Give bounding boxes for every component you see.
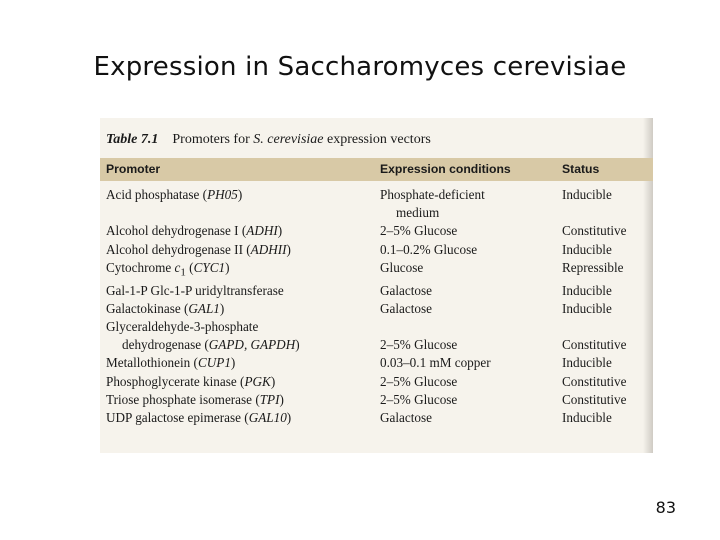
promoter-paren: ) <box>286 241 291 257</box>
gene-name: TPI <box>259 391 280 407</box>
promoter-cell <box>100 259 374 282</box>
slide-title: Expression in Saccharomyces cerevisiae <box>93 52 627 82</box>
promoter-cell <box>100 222 374 240</box>
condition-line: Phosphate-deficient <box>380 187 485 202</box>
promoter-name: Alcohol dehydrogenase I ( <box>106 223 247 239</box>
scanned-table-image <box>100 118 653 453</box>
table-row <box>100 259 653 282</box>
condition-cell: Galactose <box>380 282 432 298</box>
status-cell: Inducible <box>562 187 612 202</box>
status-cell: Constitutive <box>562 373 627 389</box>
condition-cell <box>374 181 556 222</box>
header-expression-conditions: Expression conditions <box>374 158 556 181</box>
table-caption <box>106 132 431 148</box>
table-row <box>100 409 653 427</box>
condition-cell: Galactose <box>380 410 432 426</box>
table-row <box>100 282 653 300</box>
promoter-paren: ) <box>225 259 230 275</box>
condition-cell: 2–5% Glucose <box>380 391 458 407</box>
promoter-italic: c <box>174 259 181 275</box>
promoter-cell <box>100 409 374 427</box>
condition-cell: Galactose <box>380 300 432 316</box>
promoter-cell <box>100 241 374 259</box>
promoter-cell <box>100 300 374 318</box>
promoter-paren: ) <box>286 410 292 426</box>
gene-name: GAPD, GAPDH <box>208 337 296 353</box>
status-cell <box>556 318 653 354</box>
table-row <box>100 354 653 372</box>
promoter-paren: ) <box>295 337 300 353</box>
table-row <box>100 222 653 240</box>
condition-cell <box>374 318 556 354</box>
table-row <box>100 181 653 222</box>
promoter-cell <box>100 373 374 391</box>
table-header-row <box>100 158 653 181</box>
status-cell: Inducible <box>562 282 612 298</box>
page-number: 83 <box>655 498 676 517</box>
gene-name: CUP1 <box>197 355 231 371</box>
promoter-name: Acid phosphatase ( <box>106 187 208 202</box>
gene-name: PH05 <box>207 187 238 202</box>
promoter-cell <box>100 318 374 354</box>
condition-cell: Glucose <box>380 259 424 275</box>
promoter-paren-open: ( <box>185 259 194 275</box>
condition-cell: 2–5% Glucose <box>380 373 458 389</box>
promoter-paren: ) <box>219 300 225 316</box>
promoter-paren: ) <box>237 187 243 202</box>
status-cell: Inducible <box>562 300 612 316</box>
status-cell: Constitutive <box>562 223 627 239</box>
status-cell: Inducible <box>562 241 612 257</box>
condition-cell: 0.1–0.2% Glucose <box>380 241 478 257</box>
status-value: Constitutive <box>562 337 627 353</box>
status-cell: Inducible <box>562 410 612 426</box>
table-row <box>100 318 653 354</box>
promoter-name: Triose phosphate isomerase ( <box>106 391 260 407</box>
promoter-cell <box>100 181 374 222</box>
condition-line-cont: medium <box>396 205 440 221</box>
promoter-name: Alcohol dehydrogenase II ( <box>106 241 251 257</box>
promoter-table <box>100 158 653 427</box>
caption-suffix: expression vectors <box>323 132 431 147</box>
promoter-paren: ) <box>270 373 276 389</box>
promoter-subscript: 1 <box>180 266 186 279</box>
promoter-name: Galactokinase ( <box>106 300 189 316</box>
status-cell: Repressible <box>562 259 624 275</box>
table-row <box>100 373 653 391</box>
caption-prefix: Promoters for <box>172 132 254 147</box>
gene-name: ADHI <box>246 223 278 239</box>
gene-name: CYC1 <box>193 259 226 275</box>
caption-organism: S. cerevisiae <box>253 132 324 147</box>
promoter-name: Glyceraldehyde-3-phosphate <box>106 319 259 335</box>
header-promoter: Promoter <box>100 158 374 181</box>
table-row <box>100 391 653 409</box>
promoter-cell: Gal-1-P Glc-1-P uridyltransferase <box>106 282 284 298</box>
promoter-cell <box>100 391 374 409</box>
condition-cell: 2–5% Glucose <box>380 223 458 239</box>
condition-line: 2–5% Glucose <box>380 337 458 353</box>
status-cell: Inducible <box>562 355 612 371</box>
promoter-paren: ) <box>230 355 236 371</box>
promoter-name: Metallothionein ( <box>106 355 198 371</box>
table-row <box>100 300 653 318</box>
condition-cell: 0.03–0.1 mM copper <box>380 355 491 371</box>
header-status: Status <box>556 158 653 181</box>
gene-name: GAL10 <box>248 410 287 426</box>
promoter-name-cont: dehydrogenase ( <box>122 337 209 353</box>
gene-name: PGK <box>244 373 271 389</box>
table-number: Table 7.1 <box>106 132 159 147</box>
promoter-cell <box>100 354 374 372</box>
promoter-name: Phosphoglycerate kinase ( <box>106 373 245 389</box>
promoter-name: UDP galactose epimerase ( <box>106 410 249 426</box>
gene-name: GAL1 <box>188 300 220 316</box>
promoter-paren: ) <box>279 391 284 407</box>
promoter-paren: ) <box>277 223 283 239</box>
table-row <box>100 241 653 259</box>
status-cell: Constitutive <box>562 391 627 407</box>
gene-name: ADHII <box>250 241 287 257</box>
promoter-name: Cytochrome <box>106 259 175 275</box>
